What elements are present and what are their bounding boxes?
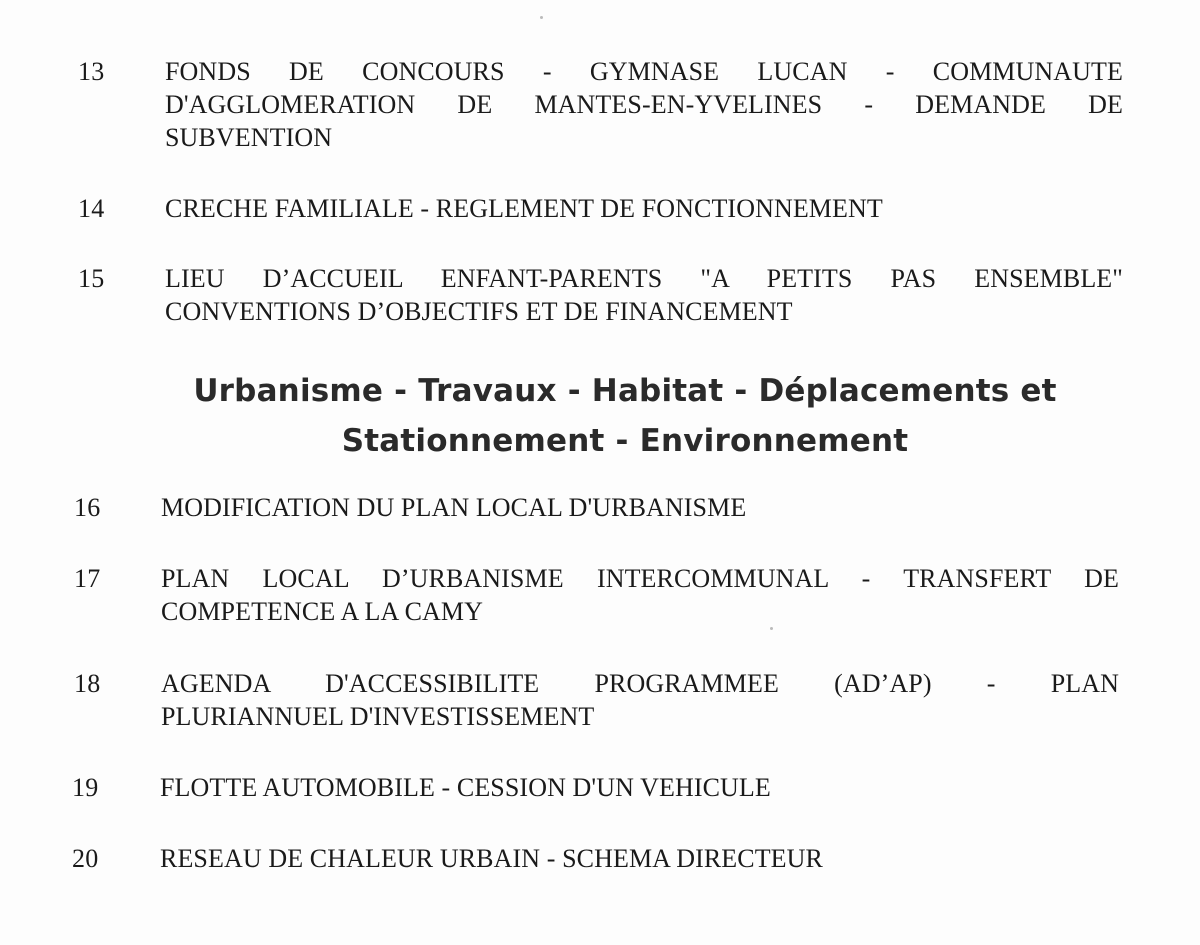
item-number: 20: [72, 844, 99, 873]
item-title: [161, 562, 1119, 628]
section-heading-line-1: Urbanisme - Travaux - Habitat - Déplacements et: [193, 373, 1057, 409]
item-number: 17: [74, 564, 101, 593]
item-title-line: LIEU D’ACCUEIL ENFANT-PARENTS "A PETITS PAS ENSEMBLE": [165, 264, 1123, 293]
item-title-line: PLURIANNUEL D'INVESTISSEMENT: [161, 702, 595, 731]
item-title-line: FONDS DE CONCOURS - GYMNASE LUCAN - COMMUNAUTE: [165, 57, 1123, 86]
item-title-line: SUBVENTION: [165, 123, 333, 152]
item-number: 14: [78, 194, 105, 223]
item-title: [160, 842, 1118, 875]
item-title-line: AGENDA D'ACCESSIBILITE PROGRAMMEE (AD’AP) - PLAN: [161, 669, 1119, 698]
item-number: 16: [74, 493, 101, 522]
item-title: [165, 262, 1123, 328]
item-number: 13: [78, 57, 105, 86]
item-number: 15: [78, 264, 105, 293]
item-title-line: COMPETENCE A LA CAMY: [161, 597, 483, 626]
section-heading: [120, 366, 1130, 466]
item-title-line: CONVENTIONS D’OBJECTIFS ET DE FINANCEMENT: [165, 297, 793, 326]
item-title: [161, 491, 1119, 524]
item-title-line: PLAN LOCAL D’URBANISME INTERCOMMUNAL - TRANSFERT DE: [161, 564, 1119, 593]
item-title: [165, 192, 1123, 225]
item-title: [160, 771, 1118, 804]
item-title-line: D'AGGLOMERATION DE MANTES-EN-YVELINES - DEMANDE DE: [165, 90, 1123, 119]
item-title-line: CRECHE FAMILIALE - REGLEMENT DE FONCTIONNEMENT: [165, 194, 883, 223]
scan-speck: [540, 16, 543, 19]
item-title: [161, 667, 1119, 733]
section-heading-line-2: Stationnement - Environnement: [341, 423, 909, 459]
item-title-line: RESEAU DE CHALEUR URBAIN - SCHEMA DIRECTEUR: [160, 844, 823, 873]
item-number: 19: [72, 773, 99, 802]
item-title-line: FLOTTE AUTOMOBILE - CESSION D'UN VEHICULE: [160, 773, 771, 802]
scan-speck: [770, 627, 773, 630]
item-title-line: MODIFICATION DU PLAN LOCAL D'URBANISME: [161, 493, 747, 522]
item-number: 18: [74, 669, 101, 698]
item-title: [165, 55, 1123, 154]
